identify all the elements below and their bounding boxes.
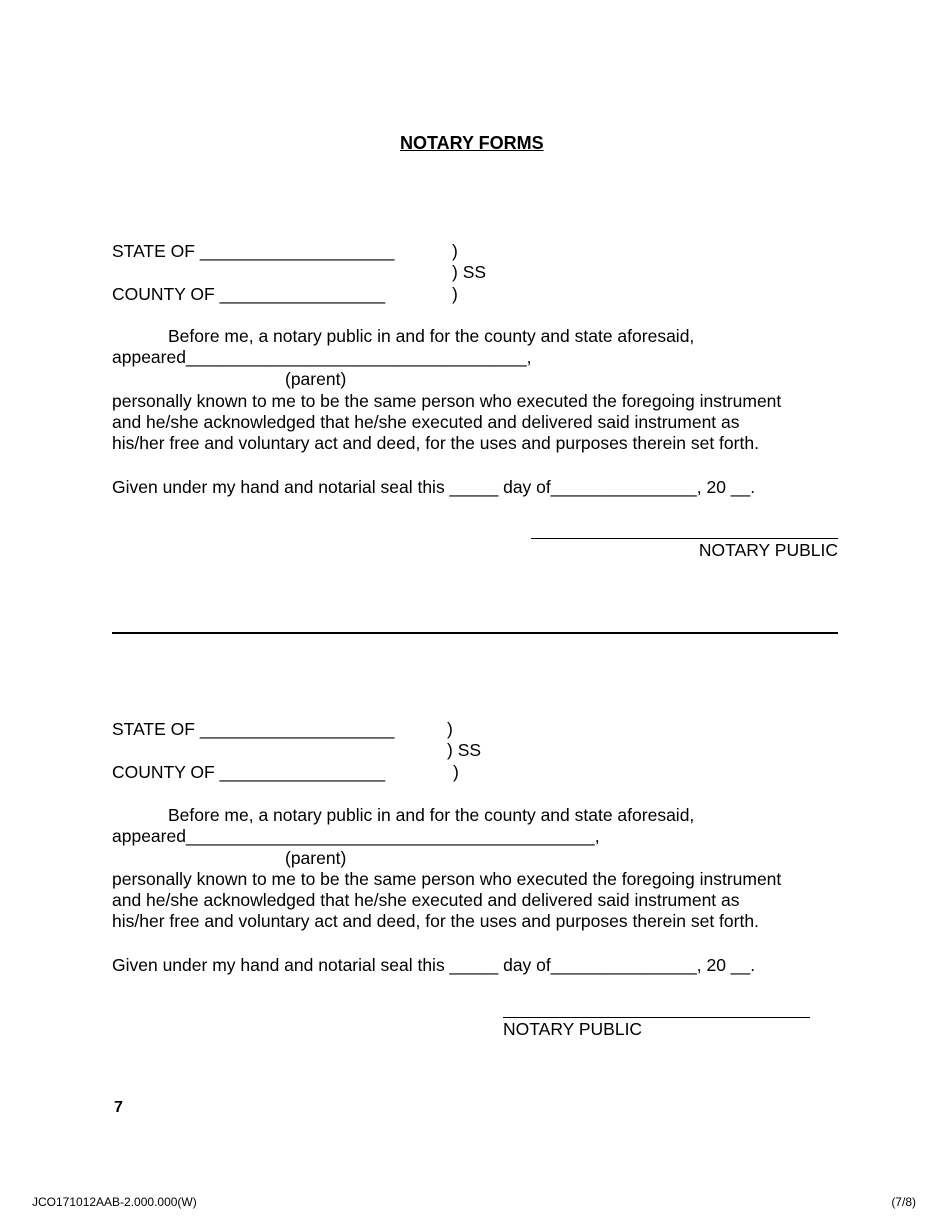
section-divider (112, 632, 838, 634)
state-of-line: STATE OF ____________________ (112, 241, 395, 261)
venue-paren-top: ) (452, 241, 458, 261)
body-line: and he/she acknowledged that he/she executed and delivered said instrument as (112, 890, 740, 910)
body-line: personally known to me to be the same person who executed the foregoing instrument (112, 391, 782, 411)
county-of-line: COUNTY OF _________________ (112, 284, 386, 304)
notary-public-label: NOTARY PUBLIC (503, 1019, 643, 1039)
footer-doc-id: JCO171012AAB-2.000.000(W) (32, 1195, 197, 1209)
intro-text: Before me, a notary public in and for the county and state aforesaid, (168, 326, 695, 346)
given-line: Given under my hand and notarial seal this _____ day of_______________, 20 __. (112, 955, 756, 975)
body-line: personally known to me to be the same person who executed the foregoing instrument (112, 869, 782, 889)
page-title: NOTARY FORMS (400, 133, 544, 153)
page-number: 7 (114, 1099, 123, 1116)
venue-ss: ) SS (447, 740, 482, 760)
notary-signature-line (531, 538, 838, 539)
given-line: Given under my hand and notarial seal this _____ day of_______________, 20 __. (112, 477, 756, 497)
footer-page-of: (7/8) (891, 1195, 916, 1209)
venue-ss: ) SS (452, 262, 487, 282)
venue-paren-bottom: ) (452, 284, 458, 304)
notary-public-label: NOTARY PUBLIC (698, 540, 838, 560)
venue-paren-bottom: ) (453, 762, 459, 782)
appeared-line: appeared___________________________________, (112, 347, 532, 367)
body-line: and he/she acknowledged that he/she executed and delivered said instrument as (112, 412, 740, 432)
venue-paren-top: ) (447, 719, 453, 739)
parent-label: (parent) (285, 848, 347, 868)
parent-label: (parent) (285, 369, 347, 389)
intro-text: Before me, a notary public in and for the county and state aforesaid, (168, 805, 695, 825)
body-line: his/her free and voluntary act and deed, for the uses and purposes therein set forth. (112, 911, 759, 931)
county-of-line: COUNTY OF _________________ (112, 762, 386, 782)
state-of-line: STATE OF ____________________ (112, 719, 395, 739)
appeared-line: appeared__________________________________________, (112, 826, 600, 846)
notary-signature-line (503, 1017, 810, 1018)
body-line: his/her free and voluntary act and deed, for the uses and purposes therein set forth. (112, 433, 759, 453)
